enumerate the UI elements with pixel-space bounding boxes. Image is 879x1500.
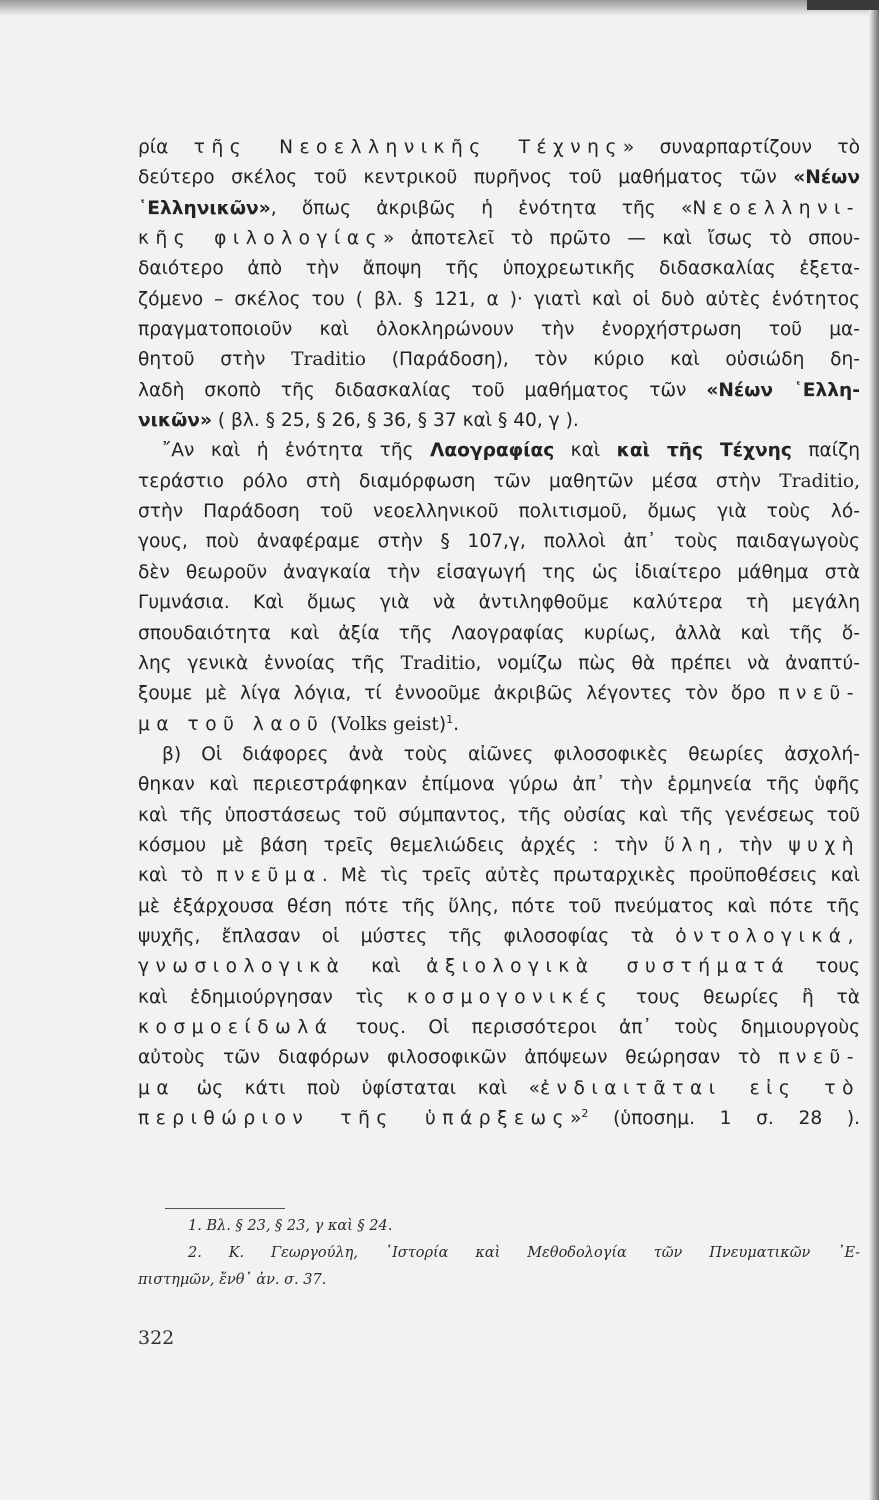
main-text [138,133,860,1134]
text-line: ῎Αν καὶ ἡ ἑνότητα τῆς Λαογραφίας καὶ καὶ τῆς Τέχνης παίζη [162,440,860,462]
text-line: Γυμνάσια. Καὶ ὅμως γιὰ νὰ ἀντιληφθοῦμε καλύτερα τὴ μεγάλη [138,592,860,614]
text-line: πραγματοποιοῦν καὶ ὁλοκληρώνουν τὴν ἐνορχήστρωση τοῦ μα- [138,319,860,341]
page-right-shadow [869,0,879,1500]
text-line: ψυχῆς, ἔπλασαν οἱ μύστες τῆς φιλοσοφίας τὰ ὀντολογικά, [138,925,860,947]
text-line: κοσμοείδωλά τους. Οἱ περισσότεροι ἀπ᾿ τοὺς δημιουργοὺς [138,1016,860,1038]
text-line: περιθώριον τῆς ὑπάρξεως»$^2$ (ὑποσημ. 1 σ. 28 ). [138,1106,860,1129]
text-line: κῆς φιλολογίας» ἀποτελεῖ τὸ πρῶτο — καὶ ἴσως τὸ σπου- [138,228,860,250]
text-line: γνωσιολογικὰ καὶ ἀξιολογικὰ συστήματά τους [138,956,860,978]
text-line: στὴν Παράδοση τοῦ νεοελληνικοῦ πολιτισμοῦ, ὅμως γιὰ τοὺς λό- [138,501,860,523]
footnotes [138,1213,860,1294]
page-top-shadow [0,0,879,16]
text-line: ζόμενο – σκέλος του ( βλ. § 121, α )· γιατὶ καὶ οἱ δυὸ αὐτὲς ἑνότητος [138,288,860,310]
footnote-1: 1. Βλ. § 23, § 23, γ καὶ § 24. [188,1218,393,1234]
footnote-2-cont: πιστημῶν, ἔνθ᾿ ἀν. σ. 37. [138,1272,327,1288]
text-line: λης γενικὰ ἐννοίας τῆς Traditio, νομίζω πὼς θὰ πρέπει νὰ ἀναπτύ- [138,652,860,674]
text-line: θηκαν καὶ περιεστράφηκαν ἐπίμονα γύρω ἀπ᾿ τὴν ἑρμηνεία τῆς ὑφῆς [138,774,860,796]
text-line: β) Οἱ διάφορες ἀνὰ τοὺς αἰῶνες φιλοσοφικὲς θεωρίες ἀσχολή- [162,743,860,765]
text-line: ξουμε μὲ λίγα λόγια, τί ἐννοοῦμε ἀκριβῶς λέγοντες τὸν ὅρο πνεῦ- [138,683,860,705]
text-line: θητοῦ στὴν Traditio (Παράδοση), τὸν κύριο καὶ οὐσιώδη δη- [138,349,860,371]
text-line: μὲ ἐξάρχουσα θέση πότε τῆς ὕλης, πότε τοῦ πνεύματος καὶ πότε τῆς [138,895,860,917]
footnote-rule [165,1208,285,1209]
text-line: μα ὡς κάτι ποὺ ὑφίσταται καὶ «ἐνδιαιτᾶται εἰς τὸ [138,1077,860,1099]
text-line: καὶ ἐδημιούργησαν τὶς κοσμογονικές τους θεωρίες ἢ τὰ [138,986,860,1008]
scan-corner-mark [807,0,879,10]
text-line: ῾Ελληνικῶν», ὅπως ἀκριβῶς ἡ ἑνότητα τῆς «Νεοελληνι- [138,197,860,219]
page-number: 322 [138,1327,175,1349]
text-line: δαιότερο ἀπὸ τὴν ἄποψη τῆς ὑποχρεωτικῆς διδασκαλίας ἐξετα- [138,258,860,280]
text-line: κόσμου μὲ βάση τρεῖς θεμελιώδεις ἀρχές : τὴν ὕλη, τὴν ψυχὴ [138,834,860,856]
text-line: δὲν θεωροῦν ἀναγκαία τὴν εἰσαγωγή της ὡς ἰδιαίτερο μάθημα στὰ [138,561,860,583]
text-line: λαδὴ σκοπὸ τῆς διδασκαλίας τοῦ μαθήματος τῶν «Νέων ῾Ελλη- [138,379,860,401]
text-line: ρία τῆς Νεοελληνικῆς Τέχνης» συναρπαρτίζουν τὸ [138,137,860,158]
text-line: νικῶν» ( βλ. § 25, § 26, § 36, § 37 καὶ § 40, γ ). [138,410,579,432]
text-line: καὶ τῆς ὑποστάσεως τοῦ σύμπαντος, τῆς οὐσίας καὶ τῆς γενέσεως τοῦ [138,804,860,826]
text-line: καὶ τὸ πνεῦμα. Μὲ τὶς τρεῖς αὐτὲς πρωταρχικὲς προϋποθέσεις καὶ [138,865,860,887]
text-line: δεύτερο σκέλος τοῦ κεντρικοῦ πυρῆνος τοῦ μαθήματος τῶν «Νέων [138,167,860,189]
text-line: τεράστιο ρόλο στὴ διαμόρφωση τῶν μαθητῶν μέσα στὴν Traditio, [138,470,860,492]
text-line: μα τοῦ λαοῦ (Volks geist)$^1$. [138,712,460,735]
footnote-2: 2. Κ. Γεωργούλη, ῾Ιστορία καὶ Μεθοδολογία τῶν Πνευματικῶν ᾿Ε- [188,1245,860,1261]
text-line: αὐτοὺς τῶν διαφόρων φιλοσοφικῶν ἀπόψεων θεώρησαν τὸ πνεῦ- [138,1047,860,1069]
text-line: σπουδαιότητα καὶ ἀξία τῆς Λαογραφίας κυρίως, ἀλλὰ καὶ τῆς ὅ- [138,622,860,644]
text-line: γους, ποὺ ἀναφέραμε στὴν § 107,γ, πολλοὶ ἀπ᾿ τοὺς παιδαγωγοὺς [138,531,860,553]
